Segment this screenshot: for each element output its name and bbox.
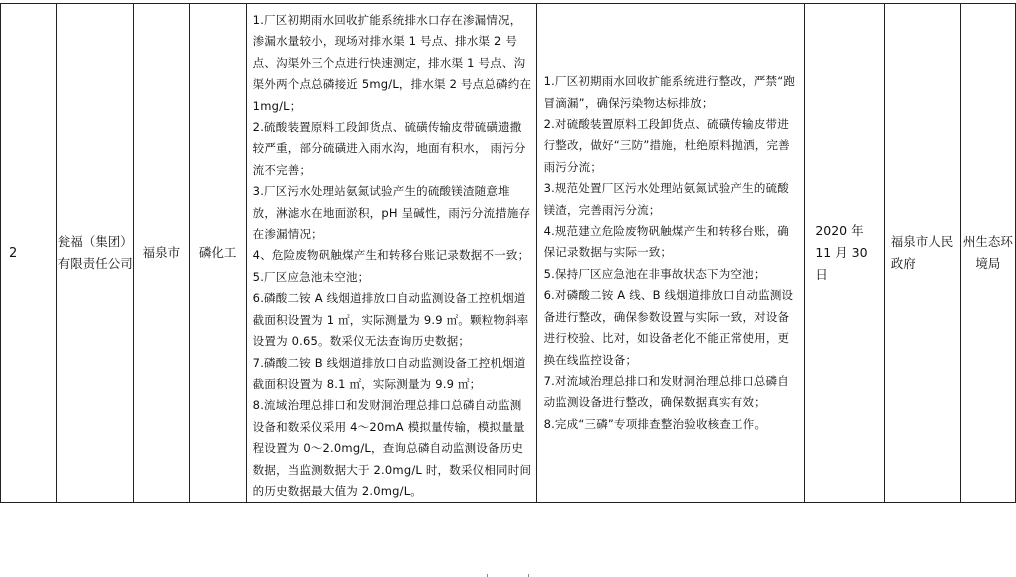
city-cell bbox=[134, 4, 189, 503]
table-row bbox=[1, 4, 1016, 503]
industry-name: 磷化工 bbox=[198, 245, 237, 261]
company-cell bbox=[57, 4, 134, 503]
rectification-item-4: 4.规范建立危险废物矾触煤产生和转移台账，确保记录数据与实际一致； bbox=[543, 224, 789, 260]
responsible-gov: 福泉市人民政府 bbox=[890, 234, 954, 272]
industry-cell bbox=[189, 4, 246, 503]
deadline: 2020 年 11 月 30 日 bbox=[815, 223, 868, 283]
problem-item-7: 7.磷酸二铵 B 线烟道排放口自动监测设备工控机烟道截面积设置为 8.1 ㎡，实际测量为 9.9 ㎡； bbox=[252, 355, 526, 391]
rectification-item-1: 1.厂区初期雨水回收扩能系统进行整改，严禁“跑冒滴漏”，确保污染物达标排放； bbox=[543, 74, 796, 110]
city-name: 福泉市 bbox=[142, 245, 181, 261]
row-number-cell bbox=[1, 4, 57, 503]
rectification-item-3: 3.规范处置厂区污水处理站氨氮试验产生的硫酸镁渣，完善雨污分流； bbox=[543, 181, 789, 217]
rectification-item-7: 7.对流域治理总排口和发财洞治理总排口总磷自动监测设备进行整改，确保数据真实有效； bbox=[543, 373, 789, 410]
rectification-list bbox=[537, 71, 805, 435]
rectification-item-5: 5.保持厂区应急池在非事故状态下为空池； bbox=[543, 266, 766, 281]
rectification-item-6: 6.对磷酸二铵 A 线、B 线烟道排放口自动监测设备进行整改，确保参数设置与实际一致，对设备进行校验、比对，如设备老化不能正常使用，更换在线监控设备； bbox=[543, 288, 794, 367]
rectification-item-2: 2.对硫酸装置原料工段卸货点、硫磺传输皮带进行整改，做好“三防”措施，杜绝原料抛洒，完善雨污分流； bbox=[543, 117, 790, 174]
supervisor: 州生态环境局 bbox=[962, 234, 1013, 272]
row-number: 2 bbox=[9, 245, 18, 261]
problem-item-2: 2.硫酸装置原料工段卸货点、硫磺传输皮带硫磺遗撒较严重，部分硫磺进入雨水沟，地面有积水， 雨污分流不完善； bbox=[252, 120, 526, 177]
company-name: 瓮福（集团）有限责任公司 bbox=[57, 234, 133, 272]
rectification-item-8: 8.完成“三磷”专项排查整治验收核查工作。 bbox=[543, 416, 767, 431]
problem-item-5: 5.厂区应急池未空池； bbox=[252, 269, 370, 284]
problem-item-8: 8.流域治理总排口和发财洞治理总排口总磷自动监测设备和数采仪采用 4～20mA 模拟量传输，模拟量量程设置为 0～2.0mg/L，查询总磷自动监测设备历史数据，当监测数据大于 2.0mg/L 时，数采仪相同时间的历史数据最大值为 2.0mg/L。 bbox=[252, 398, 532, 498]
problems-cell bbox=[246, 4, 536, 503]
problems-list bbox=[247, 4, 536, 502]
problem-item-1: 1.厂区初期雨水回收扩能系统排水口存在渗漏情况，渗漏水量较小，现场对排水渠 1 号点、排水渠 2 号点、沟渠外三个点进行快速测定，排水渠 1 号点、沟渠外两个点总磷接近 5mg/L，排水渠 2 号点总磷约在 1mg/L； bbox=[252, 13, 532, 113]
deadline-cell bbox=[805, 4, 884, 503]
rectification-cell bbox=[536, 4, 805, 503]
rectification-table bbox=[0, 3, 1016, 503]
problem-item-4: 4、危险废物矾触煤产生和转移台账记录数据不一致； bbox=[252, 248, 530, 263]
supervisor-cell bbox=[960, 4, 1015, 503]
responsible-gov-cell bbox=[884, 4, 960, 503]
problem-item-6: 6.磷酸二铵 A 线烟道排放口自动监测设备工控机烟道截面积设置为 1 ㎡，实际测量为 9.9 ㎡。颗粒物斜率设置为 0.65。数采仪无法查询历史数据； bbox=[252, 291, 529, 349]
problem-item-3: 3.厂区污水处理站氨氮试验产生的硫酸镁渣随意堆放，淋滤水在地面淤积，pH 呈碱性，雨污分流措施存在渗漏情况； bbox=[252, 184, 531, 242]
